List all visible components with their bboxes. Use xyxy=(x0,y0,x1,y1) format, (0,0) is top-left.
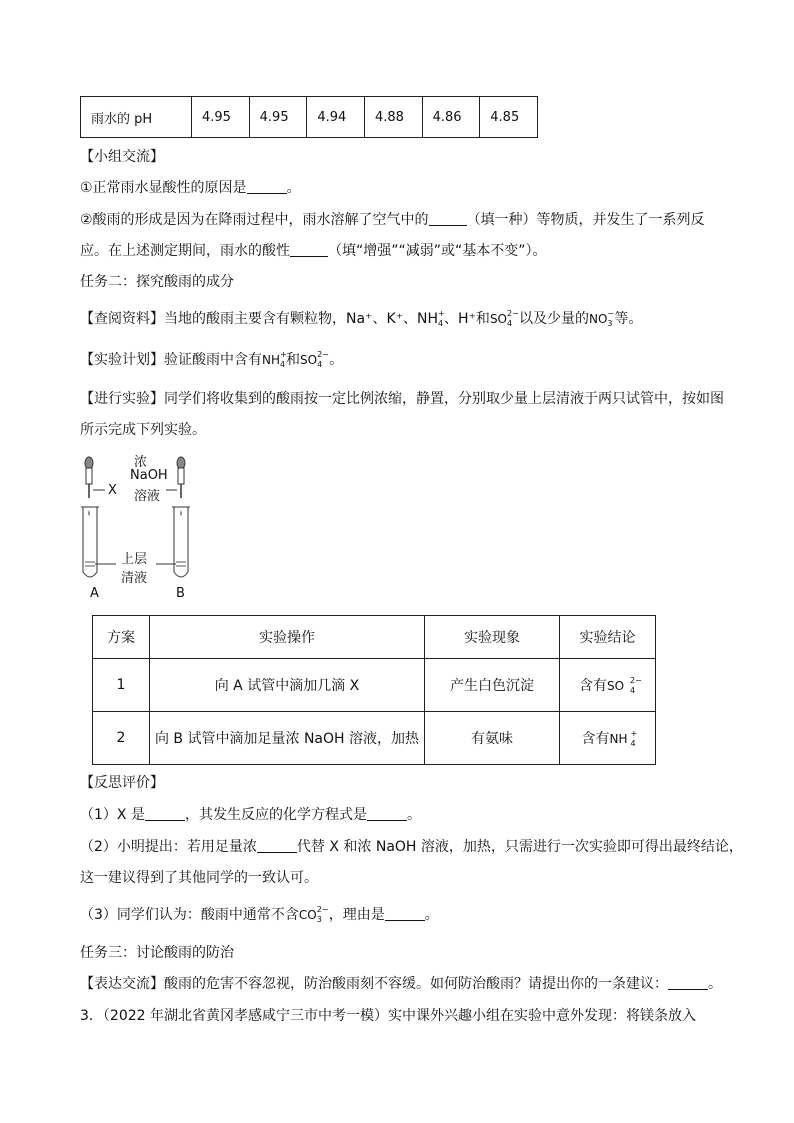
question-text: ②酸雨的形成是因为在降雨过程中，雨水溶解了空气中的 xyxy=(80,212,429,228)
question-text: 代替 X 和浓 NaOH 溶液，加热，只需进行一次实验即可得出最终结论， xyxy=(296,839,743,855)
table-cell: 含有SO 2− 4 xyxy=(560,659,656,712)
express-line xyxy=(80,974,722,994)
answer-blank[interactable] xyxy=(257,838,297,853)
table-row xyxy=(81,97,538,138)
plan-text: 和 xyxy=(286,352,300,368)
ion-nh4: NH + 4 xyxy=(262,350,287,369)
answer-blank[interactable] xyxy=(367,806,407,821)
table-header-row xyxy=(93,616,656,659)
reference-line xyxy=(80,309,642,329)
question-1 xyxy=(80,178,301,198)
reflect-question-2 xyxy=(80,837,743,857)
question-3: 3．（2022 年湖北省黄冈孝感咸宁三市中考一模）实中课外兴趣小组在实验中意外发现：将镁条放入 xyxy=(80,1008,696,1024)
answer-blank[interactable] xyxy=(385,906,425,921)
ion-so4: SO 2− 4 xyxy=(489,309,519,328)
question-text: ，理由是 xyxy=(328,907,385,923)
ion-nh4: NH + 4 xyxy=(609,729,638,748)
ph-value-cell: 4.88 xyxy=(364,97,422,138)
reference-text: 【查阅资料】当地的酸雨主要含有颗粒物，Na⁺、K⁺、 xyxy=(80,311,418,327)
answer-blank[interactable] xyxy=(247,179,287,194)
question-text: （2）小明提出：若用足量浓 xyxy=(80,839,257,855)
reflect-question-3 xyxy=(80,905,439,925)
question-text: 应。在上述测定期间，雨水的酸性 xyxy=(80,243,290,259)
question-text: （填“增强”“减弱”或“基本不变”）。 xyxy=(328,243,547,259)
table-cell: 2 xyxy=(93,712,150,765)
procedure-line-2: 所示完成下列实验。 xyxy=(80,422,206,438)
procedure-line-1: 【进行实验】同学们将收集到的酸雨按一定比例浓缩，静置，分别取少量上层清液于两只试管中，按如图 xyxy=(80,391,724,407)
table-header: 实验结论 xyxy=(560,616,656,659)
plan-text: 【实验计划】验证酸雨中含有 xyxy=(80,352,262,368)
ph-value-cell: 4.85 xyxy=(480,97,538,138)
ph-value-cell: 4.94 xyxy=(307,97,365,138)
table-header: 方案 xyxy=(93,616,150,659)
ph-table xyxy=(80,96,538,138)
question-text: （3）同学们认为：酸雨中通常不含 xyxy=(80,907,299,923)
table-header: 实验操作 xyxy=(150,616,425,659)
table-cell: 有氨味 xyxy=(425,712,560,765)
ion-nh4: NH + 4 xyxy=(417,309,445,328)
label-naoh: NaOH xyxy=(130,468,168,483)
plan-text: 。 xyxy=(329,352,344,368)
question-text: 。 xyxy=(424,907,439,923)
label-x: X xyxy=(108,483,117,498)
heading-task-3: 任务三：讨论酸雨的防治 xyxy=(80,945,234,961)
table-row xyxy=(93,712,656,765)
question-text: ，其发生反应的化学方程式是 xyxy=(184,807,367,823)
table-cell: 含有NH + 4 xyxy=(560,712,656,765)
ph-value-cell: 4.86 xyxy=(422,97,480,138)
question-2-line-2 xyxy=(80,241,547,261)
label-naoh: 浓 xyxy=(134,455,148,470)
reference-text: 等。 xyxy=(614,311,643,327)
ph-value-cell: 4.95 xyxy=(249,97,307,138)
heading-reflect: 【反思评价】 xyxy=(80,775,164,791)
reference-text: 以及少量的 xyxy=(519,311,589,327)
ph-label-cell: 雨水的 pH xyxy=(81,97,192,138)
question-text: ①正常雨水显酸性的原因是 xyxy=(80,180,247,196)
ion-so4: SO 2− 4 xyxy=(606,676,642,695)
experiment-table xyxy=(92,615,656,765)
question-text: 。 xyxy=(286,180,301,196)
plan-line xyxy=(80,350,343,370)
ion-co3: CO 2− 3 xyxy=(298,905,329,924)
question-text: 【表达交流】酸雨的危害不容忽视，防治酸雨刻不容缓。如何防治酸雨？请提出你的一条建议： xyxy=(80,976,668,992)
label-clear-liquid: 清液 xyxy=(121,571,148,586)
answer-blank[interactable] xyxy=(429,211,467,226)
test-tube-figure xyxy=(78,452,198,604)
reflect-question-2-cont: 这一建议得到了其他同学的一致认可。 xyxy=(80,870,318,886)
reference-text: 、H⁺和 xyxy=(444,311,490,327)
table-header: 实验现象 xyxy=(425,616,560,659)
label-naoh: 溶液 xyxy=(134,489,161,504)
question-2-line-1 xyxy=(80,210,705,230)
heading-group-exchange: 【小组交流】 xyxy=(80,149,164,165)
answer-blank[interactable] xyxy=(668,975,708,990)
label-tube-a: A xyxy=(90,586,99,601)
question-text: （填一种）等物质，并发生了一系列反 xyxy=(466,212,705,228)
reflect-question-1 xyxy=(80,805,421,825)
answer-blank[interactable] xyxy=(290,242,328,257)
table-cell: 向 B 试管中滴加足量浓 NaOH 溶液，加热 xyxy=(150,712,425,765)
answer-blank[interactable] xyxy=(145,806,185,821)
question-text: 。 xyxy=(708,976,722,992)
ph-value-cell: 4.95 xyxy=(192,97,250,138)
question-text: 。 xyxy=(406,807,421,823)
table-row xyxy=(93,659,656,712)
table-cell: 产生白色沉淀 xyxy=(425,659,560,712)
table-cell: 向 A 试管中滴加几滴 X xyxy=(150,659,425,712)
ion-no3: NO − 3 xyxy=(589,309,615,328)
label-tube-b: B xyxy=(176,586,185,601)
label-clear-liquid: 上层 xyxy=(121,552,148,567)
question-text: （1）X 是 xyxy=(80,807,145,823)
ion-so4: SO 2− 4 xyxy=(300,350,329,369)
table-cell: 1 xyxy=(93,659,150,712)
heading-task-2: 任务二：探究酸雨的成分 xyxy=(80,274,234,290)
